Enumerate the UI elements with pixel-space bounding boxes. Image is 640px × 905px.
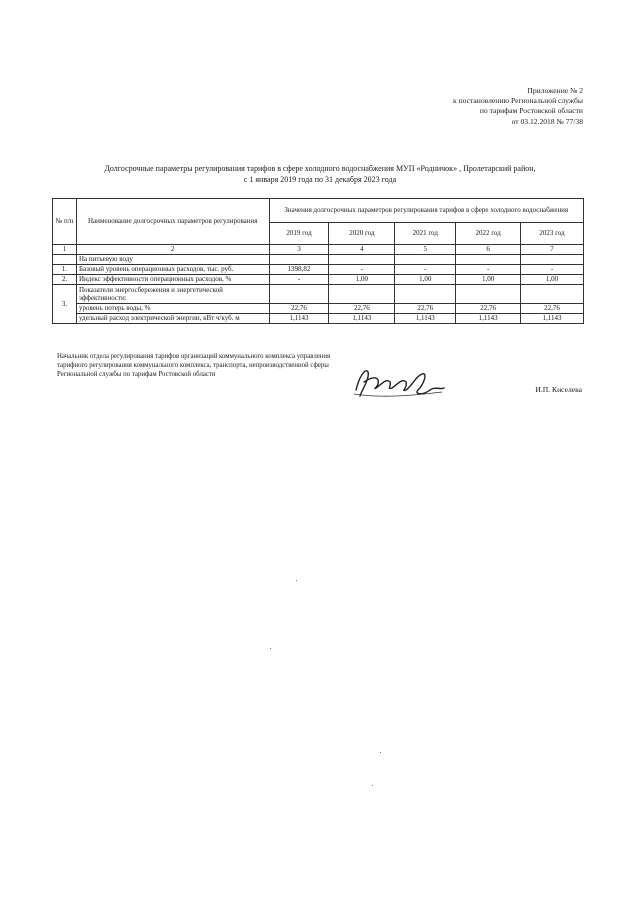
row-name: удельный расход электрической энергии, кВт ч/куб. м [76, 314, 269, 324]
row-value: - [395, 265, 456, 275]
section-label: На питьевую воду [76, 255, 269, 265]
appendix-header [453, 86, 583, 127]
row-value: 1,00 [456, 275, 521, 285]
section-row [53, 255, 584, 265]
column-number: 1 [53, 245, 77, 255]
row-value: 1,00 [395, 275, 456, 285]
header-year: 2019 год [269, 223, 329, 245]
appendix-line-4: от 03.12.2018 № 77/38 [511, 116, 583, 126]
scan-speck [380, 752, 381, 753]
header-year: 2022 год [456, 223, 521, 245]
table-row [53, 275, 584, 285]
row-value: 1,1143 [269, 314, 329, 324]
row-num: 1. [53, 265, 77, 275]
table-row [53, 304, 584, 314]
row-value: 1,1143 [395, 314, 456, 324]
header-parameter-name: Наименование долгосрочных параметров регулирования [76, 199, 269, 245]
scan-speck [372, 785, 373, 786]
signer-position: Начальник отдела регулирования тарифов организаций коммунального комплекса управления тарифного регулирования коммунального комплекса, транспорта, непроизводственной сферы Региональной службы по тарифам Ростовской области [57, 353, 331, 378]
row-value: - [329, 265, 395, 275]
row-value: 1,1143 [329, 314, 395, 324]
title-line-1: Долгосрочные параметры регулирования тарифов в сфере холодного водоснабжения МУП «Родничок» , Пролетарский район, [104, 164, 536, 173]
column-number: 3 [269, 245, 329, 255]
row-name: Базовый уровень операционных расходов, тыс. руб. [76, 265, 269, 275]
row-value: 22,76 [456, 304, 521, 314]
table-row [53, 265, 584, 275]
signer-name: И.П. Киселева [535, 385, 582, 394]
scan-speck [270, 648, 271, 649]
column-number-row [53, 245, 584, 255]
row-name: Показатели энергосбережения и энергетической эффективности: [76, 285, 269, 304]
row-num: 3. [53, 285, 77, 324]
column-number: 2 [76, 245, 269, 255]
appendix-line-1: Приложение № 2 [527, 86, 583, 95]
header-year: 2020 год [329, 223, 395, 245]
table-row [53, 314, 584, 324]
header-year: 2021 год [395, 223, 456, 245]
row-value: 22,76 [269, 304, 329, 314]
row-value: 22,76 [521, 304, 584, 314]
header-num: № п/п [53, 199, 77, 245]
column-number: 6 [456, 245, 521, 255]
header-year: 2023 год [521, 223, 584, 245]
row-name: уровень потерь воды, % [76, 304, 269, 314]
header-values-group: Значения долгосрочных параметров регулирования тарифов в сфере холодного водоснабжения [269, 199, 583, 223]
appendix-line-2: к постановлению Региональной службы [452, 96, 583, 106]
row-value: - [269, 275, 329, 285]
row-value: 22,76 [329, 304, 395, 314]
row-value: 1,1143 [521, 314, 584, 324]
row-name: Индекс эффективности операционных расходов, % [76, 275, 269, 285]
document-title [60, 163, 580, 185]
row-value: - [521, 265, 584, 275]
parameters-table [52, 198, 584, 324]
row-value: 1,1143 [456, 314, 521, 324]
column-number: 5 [395, 245, 456, 255]
scan-speck [296, 580, 297, 581]
handwritten-signature [350, 360, 470, 402]
row-value: - [456, 265, 521, 275]
column-number: 7 [521, 245, 584, 255]
row-num: 2. [53, 275, 77, 285]
column-number: 4 [329, 245, 395, 255]
row-value: 1398,82 [269, 265, 329, 275]
table-row [53, 285, 584, 304]
title-line-2: с 1 января 2019 года по 31 декабря 2023 года [243, 175, 397, 184]
appendix-line-3: по тарифам Ростовской области [479, 106, 583, 116]
row-value: 1,00 [521, 275, 584, 285]
row-value: 1,00 [329, 275, 395, 285]
row-value: 22,76 [395, 304, 456, 314]
